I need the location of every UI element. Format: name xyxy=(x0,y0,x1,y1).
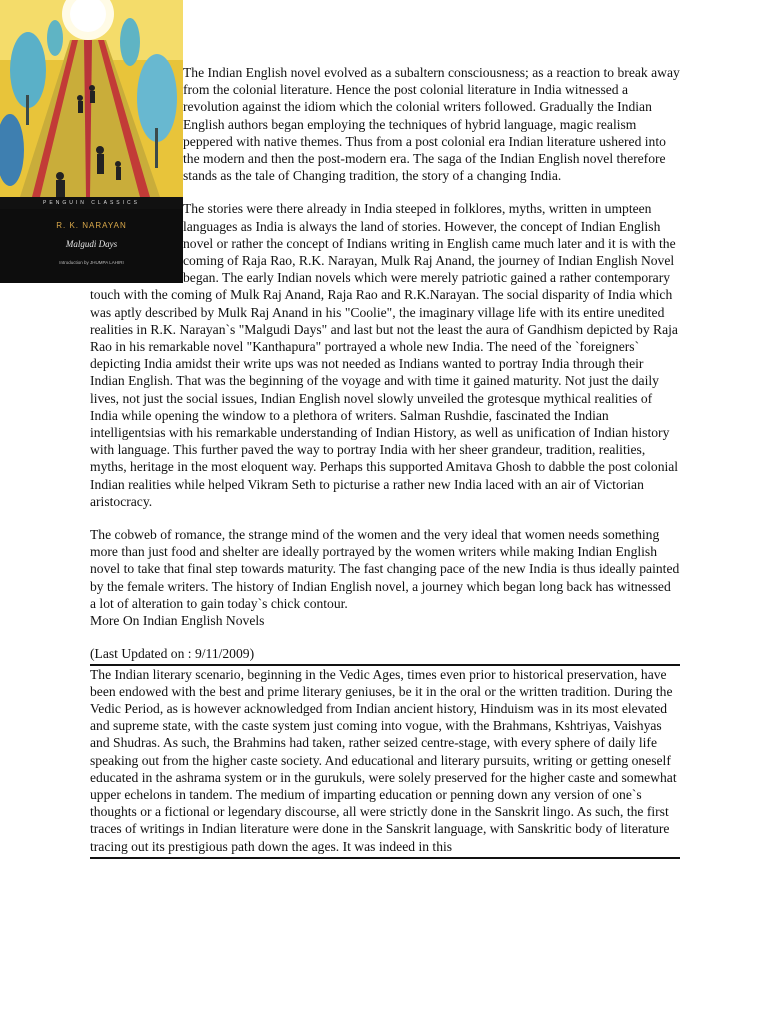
cover-float-spacer xyxy=(90,64,183,283)
cover-author: R. K. NARAYAN xyxy=(56,221,127,230)
related-article-text: The Indian literary scenario, beginning in the Vedic Ages, times even prior to historical preservation, have been endowed with the best and prime literary geniuses, be it in the oral or the written tradition. During the Vedic Period, as is however acknowledged from Indian ancient history, Hinduism was in its most elevated and supreme state, with the caste system just coming into vogue, with the Brahmans, Kshtriyas, Vaishyas and Shudras. As such, the Brahmins had taken, rather seized centre-stage, with every sphere of daily life speaking out from the higher caste society. And educational and literary pursuits, writing or getting oneself educated in the ashrama system or in the gurukuls, were solely preserved for the higher caste and somewhat upper echelons in tandem. The medium of imparting education or penning down any version of one`s thoughts or a fictional or legendary discourse, all were strictly done in the Sanskrit lingo. As such, the first traces of writings in Indian literature were done in the Sanskrit language, with Sanskritic body of literature tracing out its prestigious path down the ages. It was indeed in this xyxy=(90,666,677,854)
last-updated-text: (Last Updated on : 9/11/2009) xyxy=(90,645,680,665)
article-paragraph: The stories were there already in India steeped in folklores, myths, written in umpteen languages as India is always the land of stories. However, the concept of Indian English novel or rather the concept of Indians writing in English came much later and it is with the coming of Raja Rao, R.K. Narayan, Mulk Raj Anand, the journey of Indian English Novel began. The early Indian novels which were merely patriotic gained a rather contemporary touch with the coming of Mulk Raj Anand, Raja Rao and R.K.Narayan. The social disparity of India which was aptly described by Mulk Raj Anand in his "Coolie", the imaginary village life with its entire unedited realities in R.K. Narayan`s "Malgudi Days" and last but not the least the aura of Gandhism depicted by Raja Rao in his remarkable novel "Kanthapura" portrayed a whole new India. The need of the `foreigners` depicting India amidst their write ups was not needed as Indians wanted to portray India through their Indian English. That was the beginning of the voyage and with time it gained maturity. Not just the daily lives, not just the social issues, Indian English novel slowly unveiled the grotesque mythical realities of India while opening the window to a plethora of writers. Salman Rushdie, fascinated the Indian intelligentsias with his remarkable understanding of Indian History, as well as unification of Indian history with language. This further paved the way to portray India with her sheer grandeur, tradition, realities, myths, heritage in the most eloquent way. Perhaps this supported Amitava Ghosh to dabble the post colonial Indian realities while helped Vikram Seth to picturise a rather new India laced with an air of Victorian aristocracy. xyxy=(90,201,679,509)
cover-introduction-credit: Introduction by JHUMPA LAHIRI xyxy=(59,260,124,265)
cover-series-strip: PENGUIN CLASSICS xyxy=(0,197,183,209)
cover-title: Malgudi Days xyxy=(65,239,118,249)
article-paragraph: The cobweb of romance, the strange mind of the women and the very ideal that women needs something more than just food and shelter are ideally portrayed by the women writers while making Indian English novel to take that final step towards maturity. The fast changing pace of the new India is thus ideally painted by the female writers. The history of Indian English novel, a journey which began long back has witnessed a lot of alteration to gain today`s chick contour. xyxy=(90,527,680,611)
article-body xyxy=(90,64,680,859)
related-article-box xyxy=(90,666,680,859)
more-on-indian-english-novels-link[interactable]: More On Indian English Novels xyxy=(90,613,265,629)
article-paragraph: The Indian English novel evolved as a subaltern consciousness; as a reaction to break away from the colonial literature. Hence the post colonial literature in India witnessed a revolution against the idiom which the colonial writers followed. Gradually the Indian English authors began employing the techniques of hybrid language, magic realism peppered with native themes. Thus from a post colonial era Indian literature ushered into the modern and then the post-modern era. The saga of the Indian English novel therefore stands as the tale of Changing tradition, the story of a changing India. xyxy=(183,65,680,184)
